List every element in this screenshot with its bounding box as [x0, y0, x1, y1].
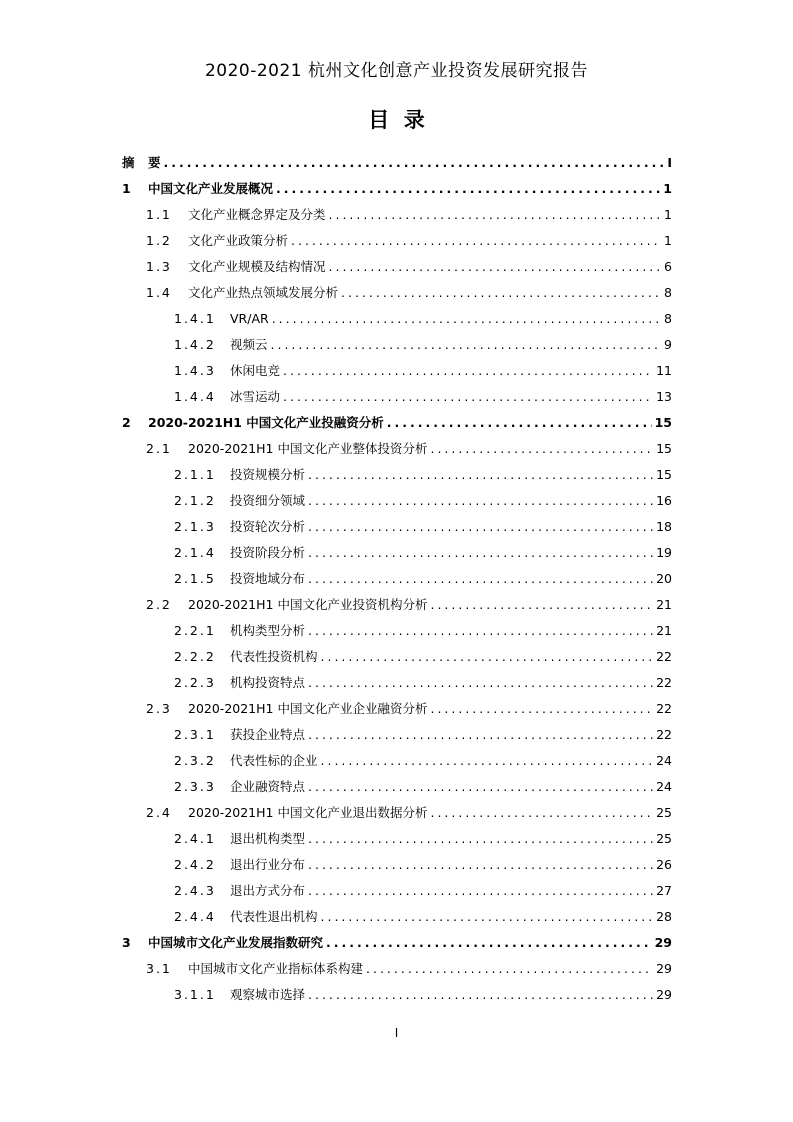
toc-entry-title: 2020-2021H1 中国文化产业企业融资分析	[188, 701, 428, 716]
toc-entry-page: 15	[654, 415, 672, 430]
toc-entry[interactable]	[122, 774, 672, 800]
toc-entry-page: 25	[656, 805, 672, 820]
toc-entry-number: 3.1.1	[174, 987, 216, 1002]
toc-entry-page: 6	[664, 259, 672, 274]
toc-dot-leader	[321, 904, 654, 930]
toc-entry-page: 25	[656, 831, 672, 846]
toc-entry-page: 22	[656, 727, 672, 742]
toc-entry-page: 13	[656, 389, 672, 404]
toc-dot-leader	[341, 280, 661, 306]
toc-dot-leader	[329, 202, 662, 228]
toc-dot-leader	[308, 566, 653, 592]
toc-entry[interactable]	[122, 150, 672, 176]
toc-entry-title: 机构类型分析	[230, 623, 306, 638]
table-of-contents	[122, 150, 672, 1008]
toc-dot-leader	[308, 852, 653, 878]
toc-dot-leader	[276, 176, 660, 202]
toc-entry[interactable]	[122, 280, 672, 306]
toc-entry-number: 2.3	[146, 701, 172, 716]
toc-entry-page: 22	[656, 675, 672, 690]
toc-entry-page: 21	[656, 623, 672, 638]
toc-dot-leader	[308, 618, 653, 644]
toc-entry[interactable]	[122, 670, 672, 696]
toc-entry-number: 3	[122, 935, 131, 950]
toc-entry[interactable]	[122, 384, 672, 410]
toc-entry-title: 企业融资特点	[230, 779, 306, 794]
toc-entry-page: 29	[656, 961, 672, 976]
toc-entry[interactable]	[122, 254, 672, 280]
toc-entry[interactable]	[122, 878, 672, 904]
toc-entry-number: 1.4.2	[174, 337, 216, 352]
toc-entry-number: 1	[122, 181, 131, 196]
toc-entry-title: 机构投资特点	[230, 675, 306, 690]
toc-entry[interactable]	[122, 462, 672, 488]
toc-dot-leader	[308, 982, 653, 1008]
toc-entry[interactable]	[122, 982, 672, 1008]
toc-entry[interactable]	[122, 488, 672, 514]
toc-entry-title: 投资阶段分析	[230, 545, 306, 560]
toc-dot-leader	[308, 462, 653, 488]
toc-entry-title: VR/AR	[230, 311, 269, 326]
toc-dot-leader	[272, 306, 661, 332]
toc-dot-leader	[308, 774, 653, 800]
toc-dot-leader	[308, 540, 653, 566]
toc-dot-leader	[308, 488, 653, 514]
toc-entry-title: 视频云	[230, 337, 268, 352]
toc-entry-title: 代表性投资机构	[230, 649, 318, 664]
toc-entry[interactable]	[122, 358, 672, 384]
toc-entry[interactable]	[122, 410, 672, 436]
toc-entry-title: 退出行业分布	[230, 857, 306, 872]
page-number: I	[394, 1026, 399, 1040]
toc-entry-number: 2.1.2	[174, 493, 216, 508]
toc-entry-title: 2020-2021H1 中国文化产业整体投资分析	[188, 441, 428, 456]
toc-dot-leader	[308, 722, 653, 748]
toc-dot-leader	[329, 254, 662, 280]
toc-entry-page: 22	[656, 649, 672, 664]
toc-entry-number: 2.2	[146, 597, 172, 612]
toc-entry-page: 1	[664, 207, 672, 222]
toc-entry-title: 2020-2021H1 中国文化产业投融资分析	[148, 415, 384, 430]
toc-entry[interactable]	[122, 306, 672, 332]
toc-dot-leader	[283, 358, 653, 384]
toc-entry-number: 2.4.4	[174, 909, 216, 924]
toc-entry-title: 文化产业热点领域发展分析	[188, 285, 339, 300]
toc-entry-title: 代表性退出机构	[230, 909, 318, 924]
toc-entry-number: 2.1.4	[174, 545, 216, 560]
toc-entry-page: 8	[664, 285, 672, 300]
toc-entry[interactable]	[122, 566, 672, 592]
toc-entry-page: 1	[663, 181, 672, 196]
toc-entry-page: 24	[656, 753, 672, 768]
toc-entry-page: 11	[656, 363, 672, 378]
toc-entry-number: 2.1.3	[174, 519, 216, 534]
toc-dot-leader	[291, 228, 661, 254]
toc-entry[interactable]	[122, 930, 672, 956]
document-title: 2020-2021 杭州文化创意产业投资发展研究报告	[204, 61, 589, 81]
toc-entry[interactable]	[122, 228, 672, 254]
toc-entry-number: 1.4	[146, 285, 172, 300]
toc-entry-page: 29	[654, 935, 672, 950]
toc-entry-title: 退出方式分布	[230, 883, 306, 898]
toc-entry-page: 28	[656, 909, 672, 924]
toc-entry-number: 摘	[122, 155, 135, 170]
toc-entry-title: 中国城市文化产业发展指数研究	[148, 935, 324, 950]
toc-entry[interactable]	[122, 696, 672, 722]
toc-entry-number: 1.2	[146, 233, 172, 248]
toc-entry-page: 19	[656, 545, 672, 560]
toc-entry-page: 29	[656, 987, 672, 1002]
toc-dot-leader	[366, 956, 653, 982]
toc-entry-number: 2.4.1	[174, 831, 216, 846]
toc-entry-page: 22	[656, 701, 672, 716]
toc-entry-page: 15	[656, 441, 672, 456]
toc-dot-leader	[326, 930, 652, 956]
toc-entry[interactable]	[122, 202, 672, 228]
toc-entry-title: 中国文化产业发展概况	[148, 181, 274, 196]
toc-dot-leader	[430, 800, 653, 826]
toc-entry[interactable]	[122, 514, 672, 540]
toc-entry[interactable]	[122, 592, 672, 618]
toc-dot-leader	[308, 670, 653, 696]
toc-entry[interactable]	[122, 176, 672, 202]
toc-entry-number: 2.3.3	[174, 779, 216, 794]
toc-entry-title: 文化产业规模及结构情况	[188, 259, 326, 274]
toc-entry-number: 2.1	[146, 441, 172, 456]
toc-entry-page: 24	[656, 779, 672, 794]
toc-entry[interactable]	[122, 436, 672, 462]
toc-entry-page: 18	[656, 519, 672, 534]
toc-dot-leader	[308, 826, 653, 852]
toc-dot-leader	[164, 150, 665, 176]
toc-entry-title: 获投企业特点	[230, 727, 306, 742]
toc-entry-title: 代表性标的企业	[230, 753, 318, 768]
toc-entry[interactable]	[122, 852, 672, 878]
toc-entry[interactable]	[122, 956, 672, 982]
toc-entry[interactable]	[122, 826, 672, 852]
toc-entry-title: 投资地域分布	[230, 571, 306, 586]
toc-entry-number: 2.2.3	[174, 675, 216, 690]
toc-dot-leader	[321, 748, 654, 774]
toc-entry[interactable]	[122, 332, 672, 358]
toc-entry-number: 1.4.3	[174, 363, 216, 378]
toc-entry-title: 要	[148, 155, 161, 170]
toc-entry-title: 2020-2021H1 中国文化产业退出数据分析	[188, 805, 428, 820]
toc-entry-page: 16	[656, 493, 672, 508]
toc-dot-leader	[321, 644, 654, 670]
toc-entry-number: 2.2.1	[174, 623, 216, 638]
toc-entry-number: 1.1	[146, 207, 172, 222]
toc-entry[interactable]	[122, 748, 672, 774]
toc-entry-page: 27	[656, 883, 672, 898]
toc-dot-leader	[430, 696, 653, 722]
toc-entry-number: 2.4	[146, 805, 172, 820]
toc-entry-number: 2.4.2	[174, 857, 216, 872]
toc-entry-number: 2.1.5	[174, 571, 216, 586]
toc-entry-title: 文化产业概念界定及分类	[188, 207, 326, 222]
toc-entry-title: 观察城市选择	[230, 987, 306, 1002]
toc-entry-page: 20	[656, 571, 672, 586]
toc-entry-number: 3.1	[146, 961, 172, 976]
toc-entry-title: 休闲电竞	[230, 363, 281, 378]
toc-entry-page: 1	[664, 233, 672, 248]
toc-entry-number: 2.3.2	[174, 753, 216, 768]
toc-entry-title: 冰雪运动	[230, 389, 281, 404]
toc-entry-number: 2.3.1	[174, 727, 216, 742]
toc-heading: 目 录	[368, 108, 425, 132]
toc-entry[interactable]	[122, 618, 672, 644]
toc-entry-title: 投资规模分析	[230, 467, 306, 482]
toc-dot-leader	[308, 878, 653, 904]
toc-entry-number: 2.1.1	[174, 467, 216, 482]
toc-entry-number: 2	[122, 415, 131, 430]
toc-dot-leader	[387, 410, 652, 436]
toc-entry[interactable]	[122, 540, 672, 566]
toc-entry-page: 15	[656, 467, 672, 482]
toc-entry[interactable]	[122, 904, 672, 930]
toc-entry-number: 2.2.2	[174, 649, 216, 664]
toc-entry-title: 文化产业政策分析	[188, 233, 289, 248]
toc-entry-number: 1.3	[146, 259, 172, 274]
toc-dot-leader	[430, 436, 653, 462]
toc-entry-title: 2020-2021H1 中国文化产业投资机构分析	[188, 597, 428, 612]
toc-entry-page: 9	[664, 337, 672, 352]
toc-dot-leader	[430, 592, 653, 618]
toc-dot-leader	[283, 384, 653, 410]
toc-entry-page: 26	[656, 857, 672, 872]
toc-entry-number: 2.4.3	[174, 883, 216, 898]
toc-entry[interactable]	[122, 644, 672, 670]
toc-entry-title: 投资细分领域	[230, 493, 306, 508]
toc-entry-page: 8	[664, 311, 672, 326]
toc-dot-leader	[271, 332, 662, 358]
toc-entry-title: 退出机构类型	[230, 831, 306, 846]
toc-dot-leader	[308, 514, 653, 540]
toc-entry[interactable]	[122, 800, 672, 826]
toc-entry[interactable]	[122, 722, 672, 748]
toc-entry-page: I	[667, 155, 672, 170]
toc-entry-page: 21	[656, 597, 672, 612]
toc-entry-number: 1.4.1	[174, 311, 216, 326]
toc-entry-title: 投资轮次分析	[230, 519, 306, 534]
toc-entry-title: 中国城市文化产业指标体系构建	[188, 961, 364, 976]
toc-entry-number: 1.4.4	[174, 389, 216, 404]
